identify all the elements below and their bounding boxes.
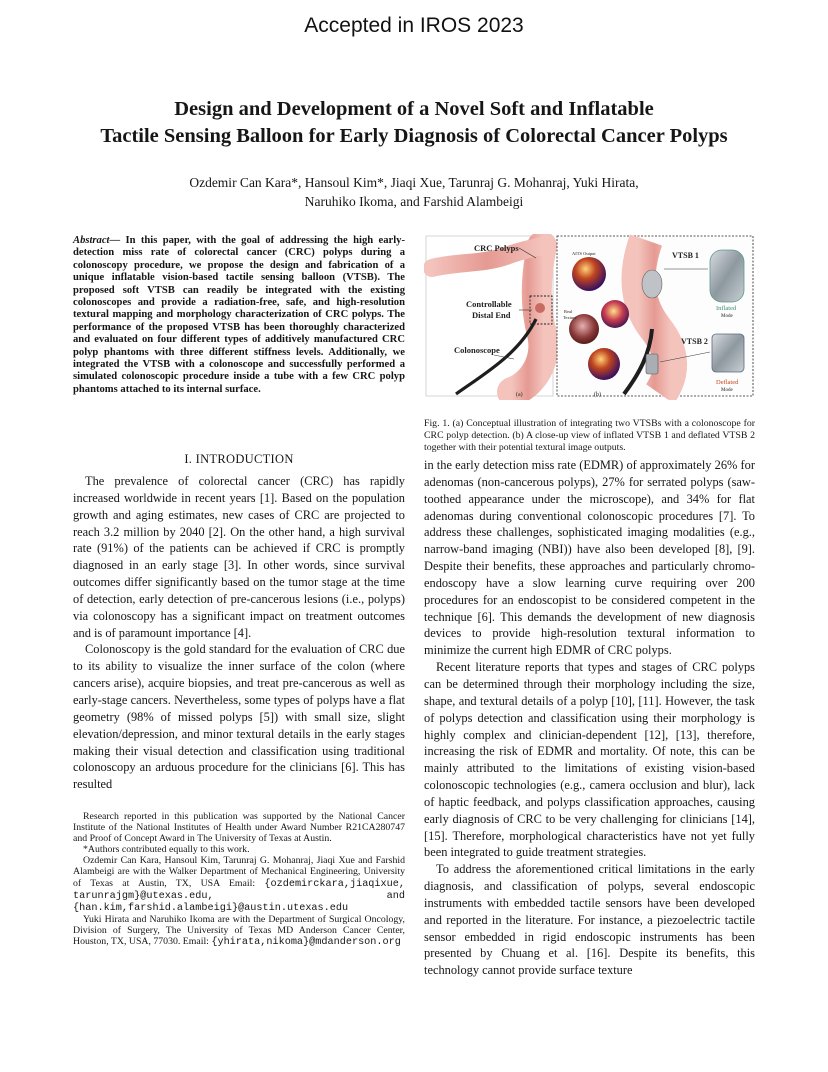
paragraph: The prevalence of colorectal cancer (CRC) has rapidly increased worldwide in recent years [1]. Based on the population growth and aging estimates, new cases of CRC are projected to reach 3.2 million by 2040 [2]. On the other hand, a high survival rate (91%) of the patients can be achieved if CRC is promptly diagnosed in an early stage [3]. In other words, since survival outcomes differ significantly based on the tumor stage at the time of detection, early detection of pre-cancerous lesions (i.e., polyps) via colonoscopy has a significant impact on treatment outcomes and is of paramount importance [4].	[73, 474, 405, 640]
email-group-b: tarunrajgm}@utexas.edu,	[73, 890, 214, 902]
affiliation-2	[73, 914, 405, 948]
label-colonoscope: Colonoscope	[454, 345, 500, 355]
vtsb-output-image-2	[601, 300, 629, 328]
label-vtsb-output: AITS Output	[572, 251, 596, 256]
figure-1-illustration	[424, 234, 755, 400]
label-crc-polyps: CRC Polyps	[474, 243, 519, 253]
inflated-mode-render	[710, 250, 744, 302]
label-texture: Texture	[563, 315, 577, 320]
email-group-a: {ozdemirckara,jiaqixue,	[264, 878, 405, 890]
email-and: and	[386, 890, 405, 902]
label-deflated-mode: Mode	[721, 388, 733, 393]
paragraph: To address the aforementioned critical limitations in the early diagnosis, and classification of polyps, several endoscopic instruments with embedded tactile sensors have been developed and reported in the literature. For instance, a piezoelectric tactile sensor embedded in rigid endoscopic instruments has been presented by Chuang et al. [16]. Despite its benefits, this technology cannot provide surface texture	[424, 862, 755, 978]
title-line-1: Design and Development of a Novel Soft and Inflatable	[174, 98, 654, 120]
vtsb-output-image-3	[588, 348, 620, 380]
paragraph: in the early detection miss rate (EDMR) of approximately 26% for adenomas (non-cancerous polyps), 27% for serrated polyps (saw-toothed appearance under the microscope), and 34% for flat adenomas during conventional colonoscopic procedures [7]. To address these challenges, sophisticated imaging modalities (e.g., narrow-band imaging (NBI)) have also been developed [8], [9]. Despite their benefits, these approaches and particularly chromo-endoscopy have a slow learning curve requiring over 200 procedures for an endoscopist to be considered competent in the technique [6]. This demands the development of new diagnosis devices to provide high-resolution textural information to minimize the current high EDMR of CRC polyps.	[424, 458, 755, 658]
authors-line-1: Ozdemir Can Kara*, Hansoul Kim*, Jiaqi Xue, Tarunraj G. Mohanraj, Yuki Hirata,	[189, 175, 639, 190]
author-list	[60, 173, 768, 211]
figure-1-caption: Fig. 1. (a) Conceptual illustration of integrating two VTSBs with a colonoscope for CRC polyp detection. (b) A close-up view of inflated VTSB 1 and deflated VTSB 2 together with their potential textural image outputs.	[424, 418, 755, 453]
label-inflated-mode: Mode	[721, 314, 733, 319]
venue-banner: Accepted in IROS 2023	[304, 14, 524, 37]
section-heading: I. INTRODUCTION	[184, 452, 294, 466]
label-controllable: Controllable	[466, 299, 512, 309]
vtsb1-balloon	[642, 270, 662, 298]
paragraph: Colonoscopy is the gold standard for the evaluation of CRC due to its ability to visualize the inner surface of the colon (where cancers arise), acquire biopsies, and treat pre-cancerous as well as early-stage cancers. Nevertheless, some types of polyps have a flat geometry (98% of missed polyps [5]) with small size, slight elevation/depression, and minor textural details in the early stages making their visual detection and classification using traditional colonoscopy an arduous procedure for the clinicians [6]. This has resulted	[73, 642, 405, 792]
affiliation-2-text: Yuki Hirata and Naruhiko Ikoma are with the Department of Surgical Oncology, Division of Surgery, The University of Texas MD Anderson Cancer Center, Houston, TX, USA, 77030. Email:	[73, 913, 405, 948]
funding-footnote: Research reported in this publication was supported by the National Cancer Institute of the National Institutes of Health under Award Number R21CA280747 and Proof of Concept Award in The University of Texas at Austin.	[73, 811, 405, 845]
abstract-text: — In this paper, with the goal of addressing the high early-detection miss rate of colorectal cancer (CRC) polyps during a colonoscopy procedure, we propose the design and fabrication of a unique inflatable vision-based tactile sensing balloon (VTSB). The proposed soft VTSB can readily be integrated with the existing colonoscopes and provide a radiation-free, safe, and high-resolution textural mapping and morphology characterization of CRC polyps. The performance of the proposed VTSB has been thoroughly characterized and evaluated on four different types of additively manufactured CRC polyp phantoms with three different stiffness levels. Additionally, we integrated the VTSB with a colonoscope and successfully performed a simulated colonoscopic procedure inside a tube with a few CRC polyp phantoms attached to its internal surface.	[73, 235, 405, 395]
label-panel-a: (a)	[516, 392, 523, 398]
label-panel-b: (b)	[594, 392, 601, 398]
email-group-c: {han.kim,farshid.alambeigi}@austin.utexas.edu	[73, 902, 349, 914]
intro-right-column	[424, 457, 755, 979]
label-deflated: Deflated	[716, 379, 739, 386]
intro-left-column	[73, 473, 405, 793]
abstract-label: Abstract	[73, 235, 110, 246]
equal-contribution-note: *Authors contributed equally to this work.	[83, 844, 250, 856]
paragraph: Recent literature reports that types and stages of CRC polyps can be determined through their morphology including the size, shape, and textural details of a polyp [10], [11]. However, the task of polyps detection and classification using their morphology is highly complex and clinician-dependent [12], [13], therefore, increasing the risk of EDMR and mortality. Of note, this can be mainly attributed to the limitations of existing vision-based colonoscopic technologies (e.g., camera occlusion and blur), lack of haptic feedback, and polyps classification approaches, causing early diagnosis of CRC to be very challenging for clinicians [14], [15]. Therefore, morphological characteristics have not yet fully been integrated to guide treatment strategies.	[424, 660, 755, 860]
label-inflated: Inflated	[716, 305, 737, 312]
email-group-d: {yhirata,nikoma}@mdanderson.org	[211, 937, 401, 949]
deflated-mode-render	[712, 334, 744, 372]
polyp-marker	[535, 303, 545, 313]
vtsb2-balloon	[646, 354, 658, 374]
authors-line-2: Naruhiko Ikoma, and Farshid Alambeigi	[304, 194, 524, 209]
label-vtsb1: VTSB 1	[672, 251, 699, 260]
figure-1	[424, 234, 755, 400]
label-real: Real	[564, 309, 573, 314]
vtsb-output-image-1	[572, 257, 606, 291]
paper-title	[40, 96, 788, 150]
affiliation-1	[73, 855, 405, 913]
affiliation-1-text: Ozdemir Can Kara, Hansoul Kim, Tarunraj G. Mohanraj, Jiaqi Xue and Farshid Alambeigi are with the Walker Department of Mechanical Engineering, University of Texas at Austin, TX, USA Email:	[73, 855, 405, 889]
abstract	[73, 235, 405, 396]
label-vtsb2: VTSB 2	[681, 337, 708, 346]
footnotes	[73, 811, 405, 948]
label-distal-end: Distal End	[472, 310, 511, 320]
title-line-2: Tactile Sensing Balloon for Early Diagnosis of Colorectal Cancer Polyps	[100, 125, 728, 147]
